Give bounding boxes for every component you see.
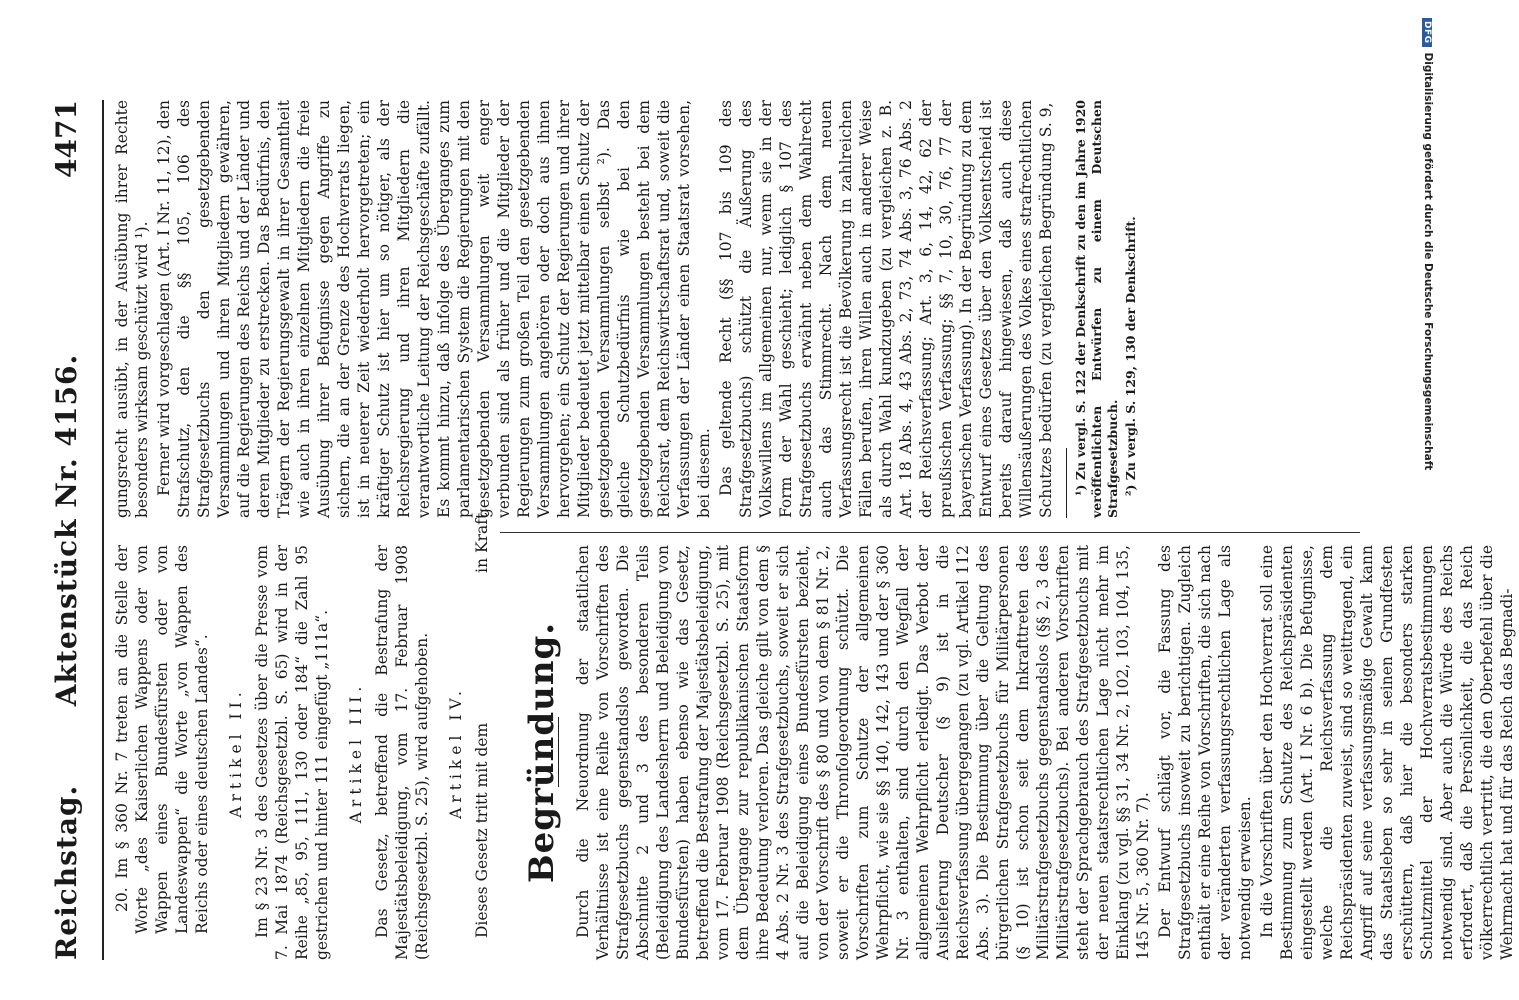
dfg-logo-badge: DFG (1422, 18, 1432, 47)
left-column (112, 507, 1519, 960)
page-number: 4471 (50, 100, 83, 178)
running-head-left: Reichstag. (50, 784, 83, 960)
footnote-rule (1066, 448, 1067, 518)
digitization-credit (1418, 0, 1434, 1000)
paragraph: Der Entwurf schlägt vor, die Fassung des Strafgesetzbuchs insoweit zu berichtigen. Zugleich enthält er eine Reihe von Vorschriften, die sich nach der veränderten verfassungsrechtlichen Lage als notwendig erweisen. (1156, 545, 1254, 960)
article-3-heading: Artikel III. (347, 681, 365, 824)
paragraph: Das geltende Recht (§§ 107 bis 109 des Strafgesetzbuchs) schützt die Äußerung des Volkswillens im allgemeinen nur, wenn sie in der Form der Wahl geschieht; lediglich § 107 des Strafgesetzbuchs erwähnt neben dem Wahlrecht auch das Stimmrecht. Nach dem neuen Verfassungsrecht ist die Bevölkerung in zahlreichen Fällen berufen, ihren Willen auch in anderer Weise als durch Wahl kundzugeben (zu vergleichen z. B. Art. 18 Abs. 4, 43 Abs. 2, 73, 74 Abs. 3, 76 Abs. 2 der Reichsverfassung; Art. 3, 6, 14, 42, 62 der preußischen Verfassung; §§ 7, 10, 30, 76, 77 der bayerischen Verfassung). In der Begründung zu dem Entwurf eines Gesetzes über den Volksentscheid ist bereits darauf hingewiesen, daß auch diese Willensäußerungen des Volkes eines strafrechtlichen Schutzes bedürfen (zu vergleichen Begründung S. 9, (717, 100, 1055, 518)
article-4-text-start: Dieses Gesetz tritt mit dem (473, 722, 491, 938)
article-2-heading: Artikel II. (227, 687, 245, 818)
article-4-text (472, 507, 492, 960)
article-4-text-end: in Kraft. (473, 507, 491, 573)
paragraph: In die Vorschriften über den Hochverrat soll eine Bestimmung zum Schutze des Reichspräsidenten eingestellt werden (Art. I Nr. 6 b). Die Befugnisse, welche die Reichsverfassung dem Reichspräsidenten zuweist, sind so weittragend, ein Angriff auf seine verfassungsmäßige Gewalt kann das Staatsleben so sehr in seinen Grundfesten erschüttern, daß hier die besonders starken Schutzmittel der Hochverratsbestimmungen notwendig sind. Aber auch die Würde des Reichs erfordert, daß die Persönlichkeit, die das Reich völkerrechtlich vertritt, die den Oberbefehl über die Wehrmacht hat und für das Reich das Begnadi- (1258, 545, 1516, 960)
running-head-document-number: Aktenstück Nr. 4156. (50, 353, 83, 707)
paragraph: Ferner wird vorgeschlagen (Art. I Nr. 11, 12), den Strafschutz, den die §§ 105, 106 des Strafgesetzbuchs den gesetzgebenden Versammlungen und ihren Mitgliedern gewähren, auf die Regierungen des Reichs und der Länder und deren Mitglieder zu erstrecken. Das Bedürfnis, den Trägern der Regierungsgewalt in ihrer Gesamtheit wie auch in ihren einzelnen Mitgliedern die freie Ausübung ihrer Befugnisse gegen Angriffe zu sichern, die an der Grenze des Hochverrats liegen, ist in neuerer Zeit wiederholt hervorgetreten; ein kräftiger Schutz ist hier um so nötiger, als der Reichsregierung und ihren Mitgliedern die verantwortliche Leitung der Reichsgeschäfte zufällt. Es kommt hinzu, daß infolge des Überganges zum parlamentarischen System die Regierungen mit den gesetzgebenden Versammlungen weit enger verbunden sind als früher und die Mitglieder der Regierungen zum großen Teil den gesetzgebenden Versammlungen angehören oder doch aus ihnen hervorgehen; ein Schutz der Regierungen und ihrer Mitglieder bedeutet jetzt mittelbar einen Schutz der gesetzgebenden Versammlungen selbst ²). Das gleiche Schutzbedürfnis wie bei den gesetzgebenden Versammlungen besteht bei dem Reichsrat, dem Reichswirtschaftsrat und, soweit die Verfassungen der Länder einen Staatsrat vorsehen, bei diesem. (155, 100, 713, 518)
article-4-heading: Artikel IV. (447, 686, 465, 819)
article-3-text: Das Gesetz, betreffend die Bestrafung der Majestätsbeleidigung, vom 17. Februar 1908 (Reichsgesetzbl. S. 25), wird aufgehoben. (373, 545, 431, 960)
section-title-begruendung: Begründung. (522, 621, 562, 884)
paragraph: gungsrecht ausübt, in der Ausübung ihrer Rechte besonders wirksam geschützt wird ¹). (113, 100, 151, 518)
right-column (112, 100, 1141, 518)
law-item-20: 20. Im § 360 Nr. 7 treten an die Stelle der Worte „des Kaiserlichen Wappens oder von Wappen eines Bundesfürsten oder von Landeswappen“ die Worte „von Wappen des Reichs oder eines deutschen Landes“. (113, 545, 211, 934)
article-2-text: Im § 23 Nr. 3 des Gesetzes über die Presse vom 7. Mai 1874 (Reichsgesetzbl. S. 65) wird in der Reihe „85, 95, 111, 130 oder 184“ die Zahl 95 gestrichen und hinter 111 eingefügt „111a“. (253, 545, 331, 960)
column-divider (500, 532, 1360, 533)
paragraph: Durch die Neuordnung der staatlichen Verhältnisse ist eine Reihe von Vorschriften des Strafgesetzbuchs gegenstandslos geworden. Die Abschnitte 2 und 3 des besonderen Teils (Beleidigung des Landesherrn und Beleidigung von Bundesfürsten) haben ebenso wie das Gesetz, betreffend die Bestrafung der Majestätsbeleidigung, vom 17. Februar 1908 (Reichsgesetzbl. S. 25), mit dem Übergange zur republikanischen Staatsform ihre Bedeutung verloren. Das gleiche gilt von dem § 4 Abs. 2 Nr. 3 des Strafgesetzbuchs, soweit er sich auf die Beleidigung eines Bundesfürsten bezieht, von der Vorschrift des § 80 und von dem § 81 Nr. 2, soweit er die Thronfolgeordnung schützt. Die Vorschriften zum Schutze der allgemeinen Wehrpflicht, wie sie §§ 140, 142, 143 und der § 360 Nr. 3 enthalten, sind durch den Wegfall der allgemeinen Wehrpflicht erledigt. Das Verbot der Auslieferung Deutscher (§ 9) ist in die Reichsverfassung übergegangen (zu vgl. Artikel 112 Abs. 3). Die Bestimmung über die Geltung des bürgerlichen Strafgesetzbuchs für Militärpersonen (§ 10) ist schon seit dem Inkrafttreten des Militärstrafgesetzbuchs gegenstandslos (§§ 2, 3 des Militärstrafgesetzbuchs). Bei anderen Vorschriften steht der Sprachgebrauch des Strafgesetzbuchs mit der neuen staatsrechtlichen Lage nicht mehr im Einklang (zu vgl. §§ 31, 34 Nr. 2, 102, 103, 104, 135, 145 Nr. 5, 360 Nr. 7). (574, 545, 1152, 960)
footnote-1: ¹) Zu vergl. S. 122 der Denkschrift zu den im Jahre 1920 veröffentlichten Entwürfen zu einem Deutschen Strafgesetzbuch. (1073, 100, 1120, 518)
header-rule (102, 100, 104, 960)
credit-text: Digitalisierung gefördert durch die Deutsche Forschungsgemeinschaft (1422, 52, 1434, 471)
credit-line (1422, 18, 1434, 470)
footnote-2: ²) Zu vergl. S. 129, 130 der Denkschrift. (1123, 216, 1138, 496)
running-head (40, 100, 100, 960)
